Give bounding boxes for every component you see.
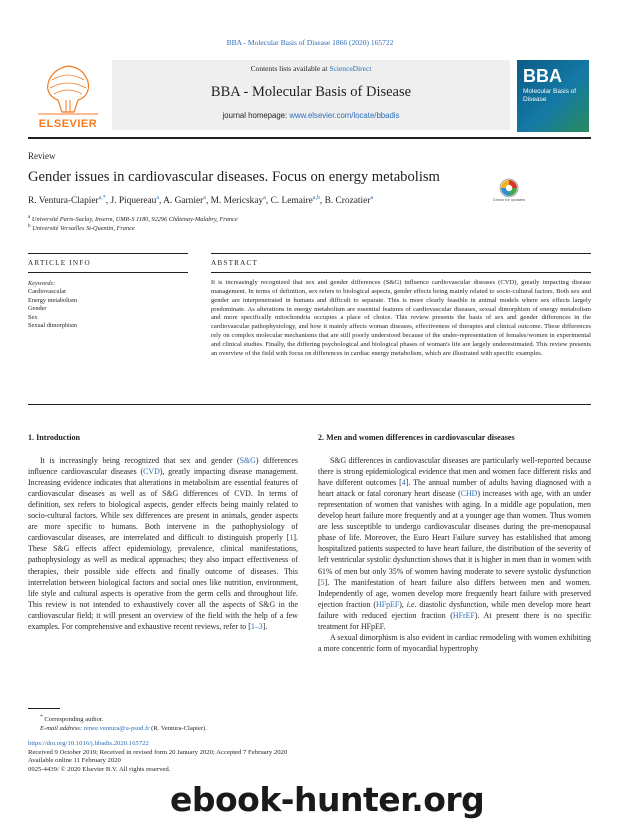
keyword: Sex (28, 313, 38, 321)
keyword: Energy metabolism (28, 296, 78, 304)
header-divider (28, 137, 591, 139)
body-column-right (318, 433, 591, 654)
paragraph: A sexual dimorphism is also evident in cardiac remodeling with women exhibiting a more concentric form of myocardial hypertrophy (318, 632, 591, 653)
keyword: Gender (28, 305, 47, 313)
paragraph: It is increasingly being recognized that sex and gender (S&G) differences influence cardiovascular diseases (CVD), greatly impacting disease management. Increasing evidence indicates that alterations in metabolism are essential features of cardiovascular diseases as well as of S&G differences of CVD. In terms of definition, sex refers to biological aspects, gender effects being mainly related to socio-cultural factors. While sex differences are present in animals, gender aspects are more specific to humans. Both intervene in the pathophysiology of cardiovascular diseases, are interrelated and difficult to distinguish properly [1]. These S&G effects affect epidemiology, prevalence, clinical manifestations, pathophysiology as well as medical approaches; they also impact effectiveness of therapies, their possible side effects and finally outcome of diseases. This interrelation between biological factors and social ones like nutrition, environment, life style and cultural aspects is operative from the germ cells and throughout life. This review is not intended to exhaustively cover all the aspects of S&G in the cardiovascular field; it will present an overview of the field with the help of a few examples. For comprehensive and exhaustive recent reviews, refer to [1–3]. (28, 456, 298, 631)
author[interactable]: M. Mericskay$^a$ (210, 195, 266, 207)
available-online: Available online 11 February 2020 (28, 757, 121, 765)
journal-homepage (112, 111, 510, 120)
abstract-rule-top (211, 253, 591, 254)
author[interactable]: C. Lemaire$^{a,b}$ (270, 195, 320, 207)
reference-link[interactable]: 4 (401, 478, 406, 488)
cover-subtitle: Molecular Basis of Disease (523, 88, 577, 103)
abstract-heading: ABSTRACT (211, 259, 259, 267)
affiliation: $^b$ Université Versailles St-Quentin, France (28, 223, 135, 233)
keywords-block (28, 280, 77, 330)
article-type: Review (28, 151, 56, 161)
crossmark-label: Check for updates (492, 197, 526, 202)
keyword: Cardiovascular (28, 288, 67, 296)
abbreviation-link[interactable]: HFrEF (452, 610, 475, 620)
abbreviation-link[interactable]: HFpEF (376, 599, 400, 609)
abbreviation-link[interactable]: CVD (143, 467, 160, 477)
journal-cover-image (517, 60, 589, 132)
author[interactable]: J. Piquereau$^a$ (110, 195, 159, 207)
crossmark-icon (492, 176, 526, 210)
reference-link[interactable]: 1 (289, 533, 294, 543)
sciencedirect-link[interactable]: ScienceDirect (329, 64, 372, 73)
footnote-rule (28, 708, 60, 709)
copyright: 0925-4439/ © 2020 Elsevier B.V. All rights reserved. (28, 765, 171, 773)
cover-title: BBA (523, 66, 562, 86)
abbreviation-link[interactable]: CHD (460, 489, 478, 499)
affiliation: $^a$ Université Paris-Saclay, Inserm, UMR-S 1180, 92296 Châtenay-Malabry, France (28, 214, 238, 224)
abstract-rule-bottom (28, 404, 591, 405)
elsevier-wordmark: ELSEVIER (38, 118, 98, 130)
abbreviation-link[interactable]: S&G (239, 456, 256, 466)
author[interactable]: B. Crozatier$^a$ (324, 195, 374, 207)
check-for-updates-badge[interactable] (492, 176, 526, 210)
abstract-text: It is increasingly recognized that sex and gender differences (S&G) influence cardiovascular diseases (CVD), greatly impacting disease management. In terms of definition, sex refers to biological aspects, gender effects being mainly related to socio-cultural factors. Both sex and gender are interpenetrated in humans and difficult to separate. This is more clearly feasible in animal models where sex effects largely predominate. As alterations in energy metabolism are essential features of cardiovascular diseases, sexual dimorphism of energy metabolism and more specifically mitochondria occupies a place of choice. This review presents the basis of sex and gender differences in the cardiovascular pathophysiology, and how it mainly affects woman diseases, effectiveness of therapies and clinical outcome. These differences rely on complex molecular mechanisms that are still poorly understood because of the under-representation of females/women in experimental and clinical studies. Finally, the differing psychological and biological phases of woman's life are largely underestimated. This review presents an overview of the field with focus on differences in cardiac energy metabolism, which are illustrated with specific examples. (211, 279, 591, 357)
journal-title: BBA - Molecular Basis of Disease (210, 84, 412, 100)
corresponding-author-footnote: * Corresponding author. E-mail address: renee.ventura@u-psud.fr (R. Ventura-Clapier). (40, 714, 207, 732)
keywords-label: Keywords: (28, 280, 56, 287)
article-info-rule-mid (28, 272, 188, 273)
paragraph: S&G differences in cardiovascular diseases are particularly well-reported because there is strong epidemiological evidence that men and women face different risks and have different outcomes [4]. The annual number of adults having diagnosed with a heart attack or fatal coronary heart disease (CHD) increases with age, with an under representation of women that vanishes with aging. In a middle age population, men develop heart failure more frequently and at a younger age than women. Thus women are less susceptible to undergo cardiovascular diseases during the pre-menopausal phase of life. Moreover, the Euro Heart Failure survey has established that among hospitalized patients suspected to have heart failure, the distribution of the severity of left ventricular systolic dysfunction shows that it is higher in men than in women with 61% of men but only 35% of women having moderate to severe systolic dysfunction [5]. The manifestation of heart failure also differs between men and women. Independently of age, women develop more frequently heart failure with preserved ejection fraction (HFpEF), i.e. diastolic dysfunction, while men develop more heart failure with reduced ejection fraction (HFrEF). At present there is no specific treatment for HFpEF. (318, 456, 591, 631)
article-info-heading: ARTICLE INFO (28, 259, 91, 267)
keyword: Sexual dimorphism (28, 322, 78, 330)
elsevier-logo (28, 60, 108, 130)
email-link[interactable]: renee.ventura@u-psud.fr (83, 724, 150, 732)
reference-link[interactable]: 1–3 (250, 621, 263, 631)
contents-prefix: Contents lists available at (250, 64, 330, 73)
author-list: R. Ventura-Clapier$^{a,*}$, J. Piquereau$^a$, A. Garnier$^a$, M. Mericskay$^a$, C. Lemaire$^{a,b}$, B. Crozatier$^a$ (28, 195, 374, 207)
reference-link[interactable]: 5 (320, 577, 325, 587)
section-heading: 2. Men and women differences in cardiovascular diseases (318, 433, 515, 442)
received-dates: Received 9 October 2019; Received in revised form 20 January 2020; Accepted 7 February 2020 (28, 748, 288, 756)
author[interactable]: R. Ventura-Clapier$^{a,*}$ (28, 195, 106, 207)
homepage-prefix: journal homepage: (222, 111, 290, 120)
journal-citation-link[interactable]: BBA - Molecular Basis of Disease 1866 (2020) 165722 (226, 38, 394, 47)
doi-link[interactable]: https://doi.org/10.1016/j.bbadis.2020.165722 (28, 740, 149, 747)
watermark: ebook-hunter.org (170, 780, 485, 819)
abstract-rule-mid (211, 272, 591, 273)
article-info-rule-top (28, 253, 188, 254)
author[interactable]: A. Garnier$^a$ (163, 195, 206, 207)
article-title: Gender issues in cardiovascular diseases. Focus on energy metabolism (28, 169, 440, 185)
elsevier-tree-icon (28, 60, 108, 116)
article-metadata (28, 740, 428, 774)
contents-line (112, 64, 510, 73)
section-heading: 1. Introduction (28, 433, 81, 442)
homepage-link[interactable]: www.elsevier.com/locate/bbadis (289, 111, 400, 120)
body-column-left (28, 433, 298, 632)
